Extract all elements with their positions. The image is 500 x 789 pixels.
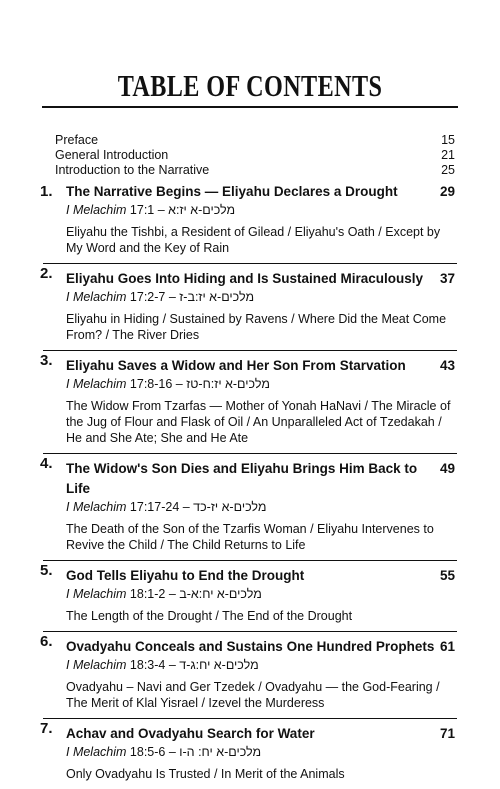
- chapter-reference: [0, 202, 500, 218]
- front-matter-item[interactable]: [55, 148, 455, 163]
- chapter-summary: The Widow From Tzarfas — Mother of Yonah HaNavi / The Miracle of the Jug of Flour and Flask of Oil / An Unparalleled Act of Tzedakah / He and She Ate; She and He Ate: [66, 399, 451, 445]
- chapter-page: 49: [439, 461, 455, 476]
- front-matter-page: 25: [441, 163, 455, 177]
- chapter-entry[interactable]: [0, 182, 500, 263]
- chapter-title: Eliyahu Saves a Widow and Her Son From Starvation: [66, 358, 406, 373]
- chapter-summary: Only Ovadyahu Is Trusted / In Merit of the Animals: [66, 767, 345, 781]
- reference-book: I Melachim: [66, 203, 127, 217]
- chapter-page: 29: [439, 184, 455, 199]
- chapter-summary: Ovadyahu – Navi and Ger Tzedek / Ovadyahu — the God-Fearing / The Merit of Klal Yisrael / Izevel the Murderess: [66, 680, 440, 710]
- reference-range: 17:1 – מלכים-א יז:א: [129, 203, 236, 217]
- chapter-entry[interactable]: [40, 453, 457, 560]
- chapter-reference: [43, 657, 457, 673]
- chapter-page: 43: [439, 358, 455, 373]
- reference-book: I Melachim: [66, 377, 127, 391]
- front-matter-page: 21: [441, 148, 455, 162]
- chapter-entry[interactable]: [40, 560, 457, 631]
- chapter-reference: [43, 499, 457, 515]
- front-matter-page: 15: [441, 133, 455, 147]
- chapter-title: God Tells Eliyahu to End the Drought: [66, 568, 305, 583]
- front-matter-label: Introduction to the Narrative: [55, 163, 210, 177]
- chapter-summary: The Death of the Son of the Tzarfis Woman / Eliyahu Intervenes to Revive the Child / The Child Returns to Life: [66, 522, 434, 552]
- chapter-title: Eliyahu Goes Into Hiding and Is Sustained Miraculously: [66, 271, 424, 286]
- front-matter-list: [55, 133, 455, 178]
- chapter-number: 5.: [40, 562, 53, 579]
- chapter-reference: [43, 586, 457, 602]
- chapter-title: The Widow's Son Dies and Eliyahu Brings Him Back to Life: [66, 461, 418, 496]
- reference-range: 18:1-2 – מלכים-א יח:א-ב: [129, 587, 262, 601]
- chapter-entry[interactable]: [40, 718, 457, 789]
- chapter-page: 55: [439, 568, 455, 583]
- chapter-number: 7.: [40, 720, 53, 737]
- reference-range: 17:8-16 – מלכים-א יז:ח-טז: [129, 377, 270, 391]
- chapter-list: [0, 182, 500, 789]
- title-rule: [42, 106, 458, 108]
- reference-book: I Melachim: [66, 658, 127, 672]
- chapter-summary: Eliyahu the Tishbi, a Resident of Gilead / Eliyahu's Oath / Except by My Word and the Key of Rain: [66, 225, 441, 255]
- reference-book: I Melachim: [66, 745, 127, 759]
- chapter-number: 2.: [40, 265, 53, 282]
- front-matter-label: General Introduction: [55, 148, 169, 162]
- chapter-summary: The Length of the Drought / The End of the Drought: [66, 609, 353, 623]
- chapter-page: 71: [439, 726, 455, 741]
- front-matter-item[interactable]: [55, 163, 455, 178]
- chapter-summary: Eliyahu in Hiding / Sustained by Ravens / Where Did the Meat Come From? / The River Dries: [66, 312, 447, 342]
- front-matter-item[interactable]: [55, 133, 455, 148]
- reference-book: I Melachim: [66, 587, 127, 601]
- chapter-page: 37: [439, 271, 455, 286]
- front-matter-label: Preface: [55, 133, 99, 147]
- chapter-title: The Narrative Begins — Eliyahu Declares a Drought: [66, 184, 398, 199]
- chapter-reference: [43, 289, 457, 305]
- chapter-page: 61: [439, 639, 455, 654]
- chapter-entry[interactable]: [40, 263, 457, 350]
- chapter-number: 3.: [40, 352, 53, 369]
- chapter-number: 1.: [40, 183, 53, 200]
- reference-book: I Melachim: [66, 500, 127, 514]
- reference-range: 17:17-24 – מלכים-א יז-כד: [129, 500, 267, 514]
- chapter-number: 4.: [40, 455, 53, 472]
- reference-range: 18:3-4 – מלכים-א יח:ג-ד: [129, 658, 259, 672]
- reference-range: 17:2-7 – מלכים-א יז:ב-ז: [129, 290, 255, 304]
- chapter-title: Achav and Ovadyahu Search for Water: [66, 726, 315, 741]
- chapter-title: Ovadyahu Conceals and Sustains One Hundred Prophets: [66, 639, 435, 654]
- chapter-entry[interactable]: [40, 350, 457, 453]
- chapter-reference: [43, 376, 457, 392]
- chapter-entry[interactable]: [40, 631, 457, 718]
- page-title: TABLE OF CONTENTS: [117, 68, 383, 103]
- reference-range: 18:5-6 – מלכים-א יח: ה-ו: [129, 745, 262, 759]
- chapter-number: 6.: [40, 633, 53, 650]
- reference-book: I Melachim: [66, 290, 127, 304]
- chapter-reference: [43, 744, 457, 760]
